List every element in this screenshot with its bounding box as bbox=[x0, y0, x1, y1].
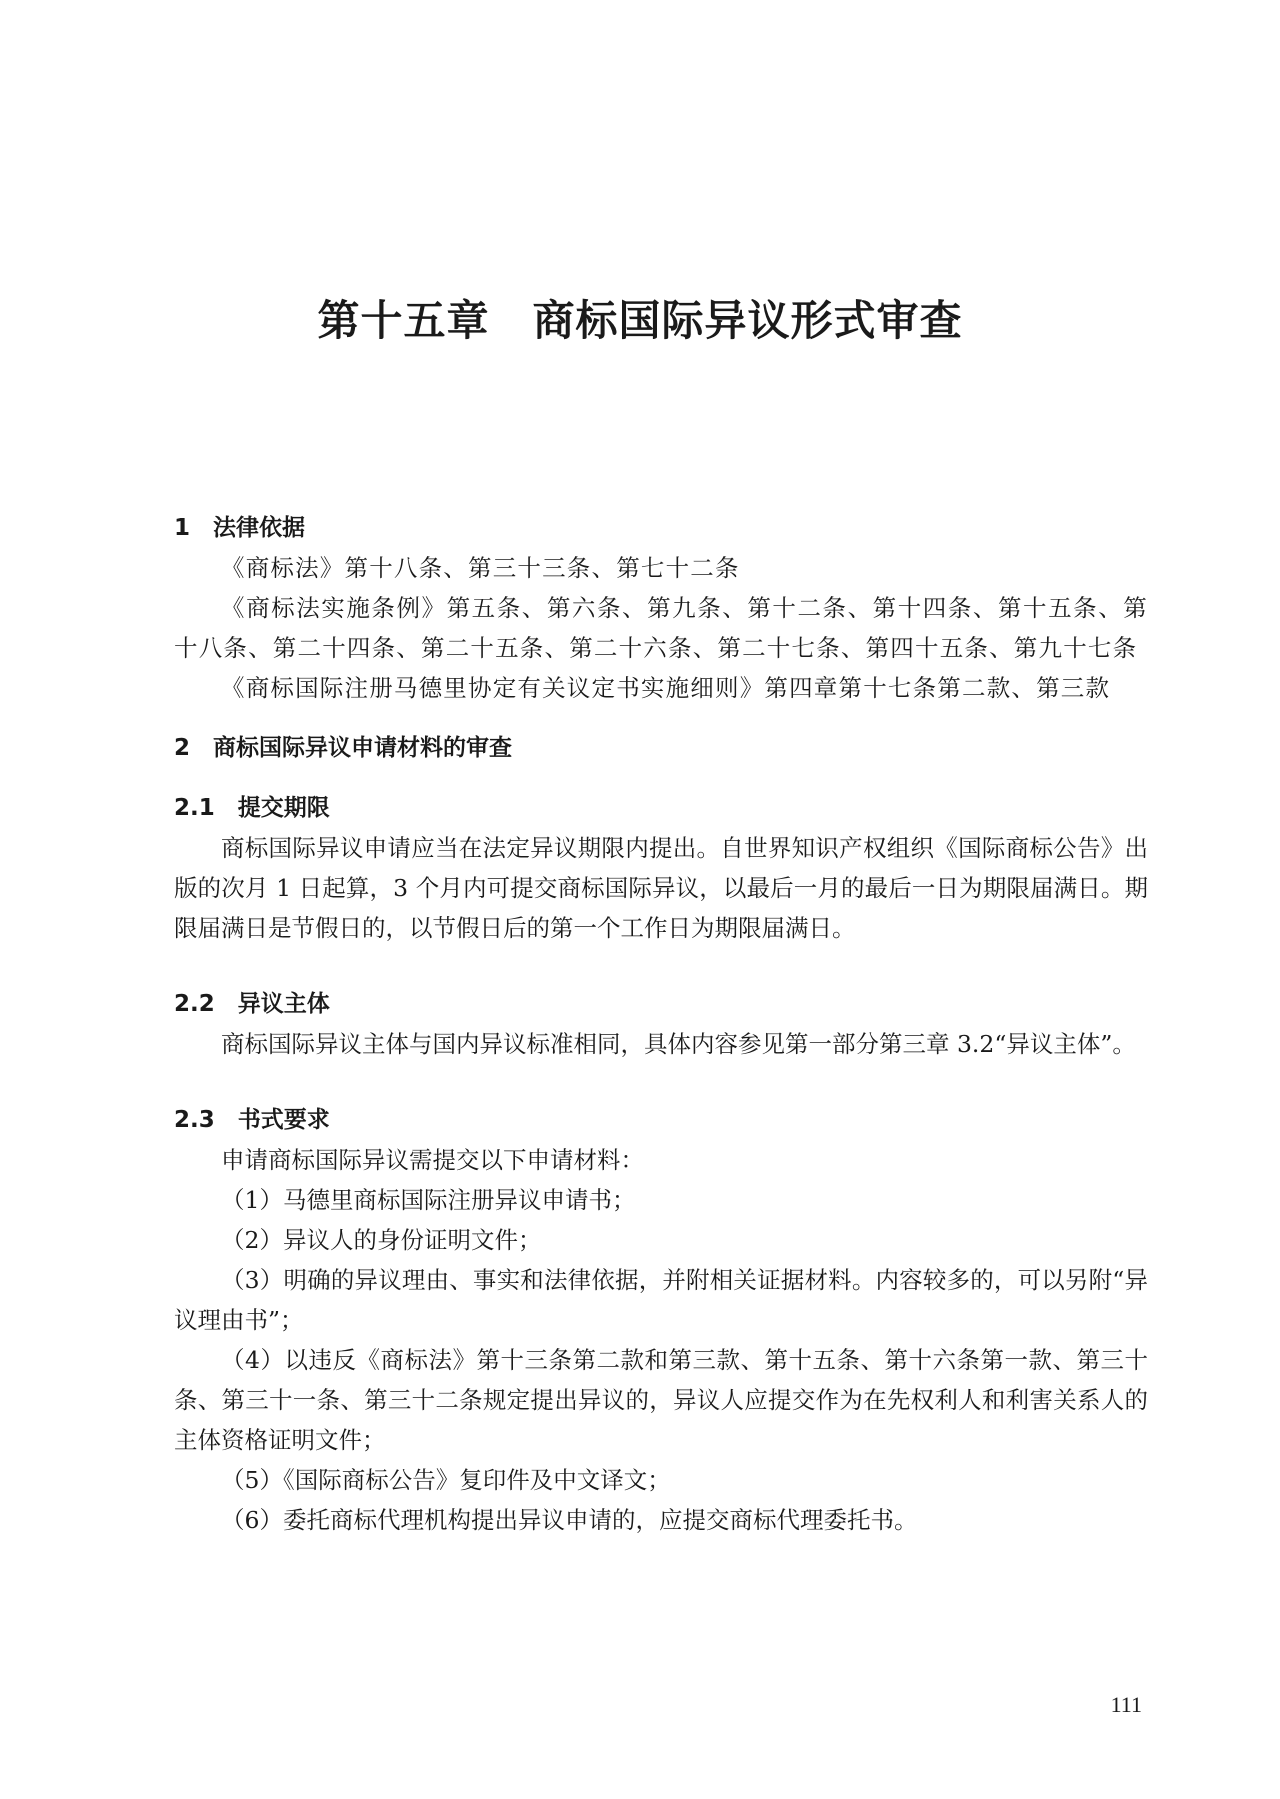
paragraph: 《商标国际注册马德里协定有关议定书实施细则》第四章第十七条第二款、第三款 bbox=[221, 674, 1111, 702]
list-item: （1）马德里商标国际注册异议申请书； bbox=[221, 1186, 636, 1214]
section-heading-legal-basis: 1 法律依据 bbox=[174, 515, 306, 541]
paragraph: 商标国际异议主体与国内异议标准相同，具体内容参见第一部分第三章 3.2“异议主体”。 bbox=[221, 1030, 1136, 1058]
page-content bbox=[174, 508, 1148, 1540]
list-item: （3）明确的异议理由、事实和法律依据，并附相关证据材料。内容较多的，可以另附“异议理由书”； bbox=[174, 1266, 1148, 1334]
paragraph: 商标国际异议申请应当在法定异议期限内提出。自世界知识产权组织《国际商标公告》出版的次月 1 日起算，3 个月内可提交商标国际异议，以最后一月的最后一日为期限届满日。期限届满日是节假日的，以节假日后的第一个工作日为期限届满日。 bbox=[174, 834, 1148, 942]
section-heading-deadline: 2.1 提交期限 bbox=[174, 795, 330, 821]
section-heading-material-review: 2 商标国际异议申请材料的审查 bbox=[174, 735, 513, 761]
paragraph: 《商标法》第十八条、第三十三条、第七十二条 bbox=[221, 554, 740, 582]
paragraph: 申请商标国际异议需提交以下申请材料： bbox=[221, 1146, 644, 1174]
list-item: （2）异议人的身份证明文件； bbox=[221, 1226, 542, 1254]
list-item: （6）委托商标代理机构提出异议申请的，应提交商标代理委托书。 bbox=[221, 1506, 918, 1534]
section-heading-format-requirements: 2.3 书式要求 bbox=[174, 1107, 330, 1133]
section-heading-opponent: 2.2 异议主体 bbox=[174, 991, 330, 1017]
chapter-title: 第十五章 商标国际异议形式审查 bbox=[317, 296, 963, 345]
list-item: （5）《国际商标公告》复印件及中文译文； bbox=[221, 1466, 671, 1494]
list-item: （4）以违反《商标法》第十三条第二款和第三款、第十五条、第十六条第一款、第三十条、第三十一条、第三十二条规定提出异议的，异议人应提交作为在先权利人和利害关系人的主体资格证明文件； bbox=[174, 1346, 1148, 1454]
paragraph: 《商标法实施条例》第五条、第六条、第九条、第十二条、第十四条、第十五条、第十八条、第二十四条、第二十五条、第二十六条、第二十七条、第四十五条、第九十七条 bbox=[174, 594, 1148, 662]
page-number: 111 bbox=[1110, 1692, 1142, 1717]
